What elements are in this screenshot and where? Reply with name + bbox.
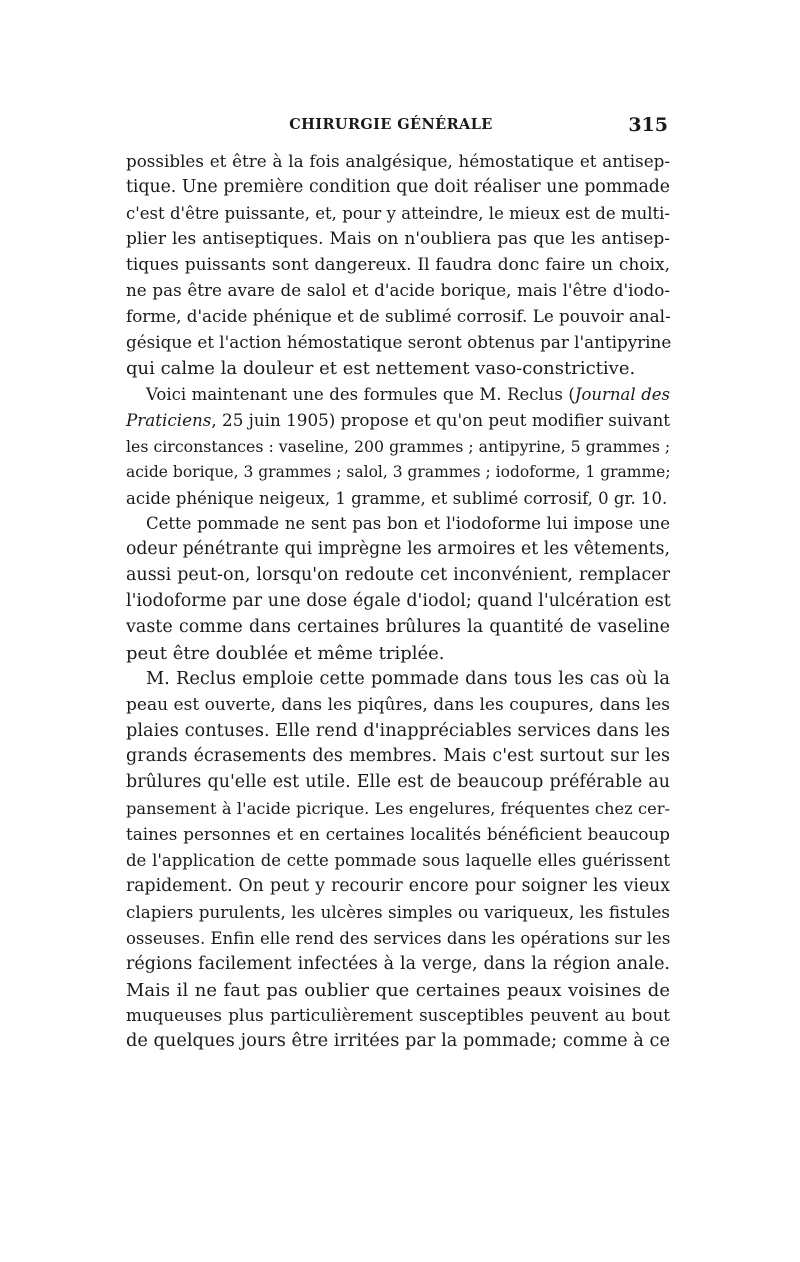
text-line: forme, d'acide phénique et de sublimé corrosif. Le pouvoir anal- (126, 306, 671, 327)
running-title: CHIRURGIE GÉNÉRALE (289, 116, 493, 133)
text-line: Cette pommade ne sent pas bon et l'iodoforme lui impose une (146, 514, 670, 534)
text-line: odeur pénétrante qui imprègne les armoires et les vêtements, (126, 539, 670, 560)
text-line: de l'application de cette pommade sous laquelle elles guérissent (126, 851, 670, 871)
text-line: taines personnes et en certaines localités bénéficient beaucoup (126, 824, 670, 845)
text-line: aussi peut-on, lorsqu'on redoute cet inconvénient, remplacer (126, 565, 670, 586)
journal-title-part-1: Journal des (574, 385, 671, 405)
text-line: ne pas être avare de salol et d'acide borique, mais l'être d'iodo- (126, 280, 670, 301)
text-run: Voici maintenant une des formules que M. Reclus ( (146, 385, 575, 405)
text-line: de quelques jours être irritées par la pommade; comme à ce (126, 1031, 670, 1052)
text-line: tique. Une première condition que doit réaliser une pommade (126, 176, 670, 197)
text-line: l'iodoforme par une dose égale d'iodol; quand l'ulcération est (126, 591, 671, 612)
text-line: vaste comme dans certaines brûlures la quantité de vaseline (126, 617, 670, 638)
paragraph-4 (126, 667, 670, 1055)
text-line: plaies contuses. Elle rend d'inappréciables services dans les (126, 720, 670, 741)
text-line: c'est d'être puissante, et, pour y atteindre, le mieux est de multi- (126, 203, 670, 223)
paragraph-2 (126, 382, 670, 511)
text-line: les circonstances : vaseline, 200 grammes ; antipyrine, 5 grammes ; (126, 436, 671, 456)
text-line: plier les antiseptiques. Mais on n'oubliera pas que les antisep- (126, 228, 670, 249)
text-line: grands écrasements des membres. Mais c'est surtout sur les (126, 746, 670, 767)
text-line: régions facilement infectées à la verge, dans la région anale. (126, 953, 670, 974)
text-line: gésique et l'action hémostatique seront obtenus par l'antipyrine (126, 332, 672, 353)
text-line: osseuses. Enfin elle rend des services dans les opérations sur les (126, 928, 671, 948)
page-number: 315 (628, 114, 668, 136)
text-run: , 25 juin 1905) propose et qu'on peut modifier suivant (211, 409, 670, 430)
page-header (126, 114, 668, 140)
text-line (126, 408, 670, 434)
text-line: tiques puissants sont dangereux. Il faudra donc faire un choix, (126, 254, 670, 275)
text-line: acide phénique neigeux, 1 gramme, et sublimé corrosif, 0 gr. 10. (126, 488, 668, 508)
text-line: peau est ouverte, dans les piqûres, dans les coupures, dans les (126, 694, 670, 715)
text-line (126, 382, 670, 408)
text-line: acide borique, 3 grammes ; salol, 3 grammes ; iodoforme, 1 gramme; (126, 462, 671, 481)
text-line: peut être doublée et même triplée. (126, 642, 445, 664)
paragraph-1 (126, 149, 670, 382)
journal-title-part-2: Praticiens (126, 409, 212, 430)
text-line: Mais il ne faut pas oublier que certaines peaux voisines de (126, 979, 670, 1001)
text-line: M. Reclus emploie cette pommade dans tous les cas où la (146, 668, 670, 689)
text-line: clapiers purulents, les ulcères simples ou variqueux, les fistules (126, 901, 670, 922)
text-line: possibles et être à la fois analgésique, hémostatique et antisep- (126, 151, 670, 171)
text-line: muqueuses plus particulièrement susceptibles peuvent au bout (126, 1005, 670, 1026)
text-line: qui calme la douleur et est nettement vaso-constrictive. (126, 358, 636, 380)
text-line: brûlures qu'elle est utile. Elle est de beaucoup préférable au (126, 772, 670, 793)
paragraph-3 (126, 511, 670, 666)
body-text (126, 149, 670, 1055)
text-line: pansement à l'acide picrique. Les engelures, fréquentes chez cer- (126, 799, 670, 819)
text-line: rapidement. On peut y recourir encore pour soigner les vieux (126, 875, 670, 896)
